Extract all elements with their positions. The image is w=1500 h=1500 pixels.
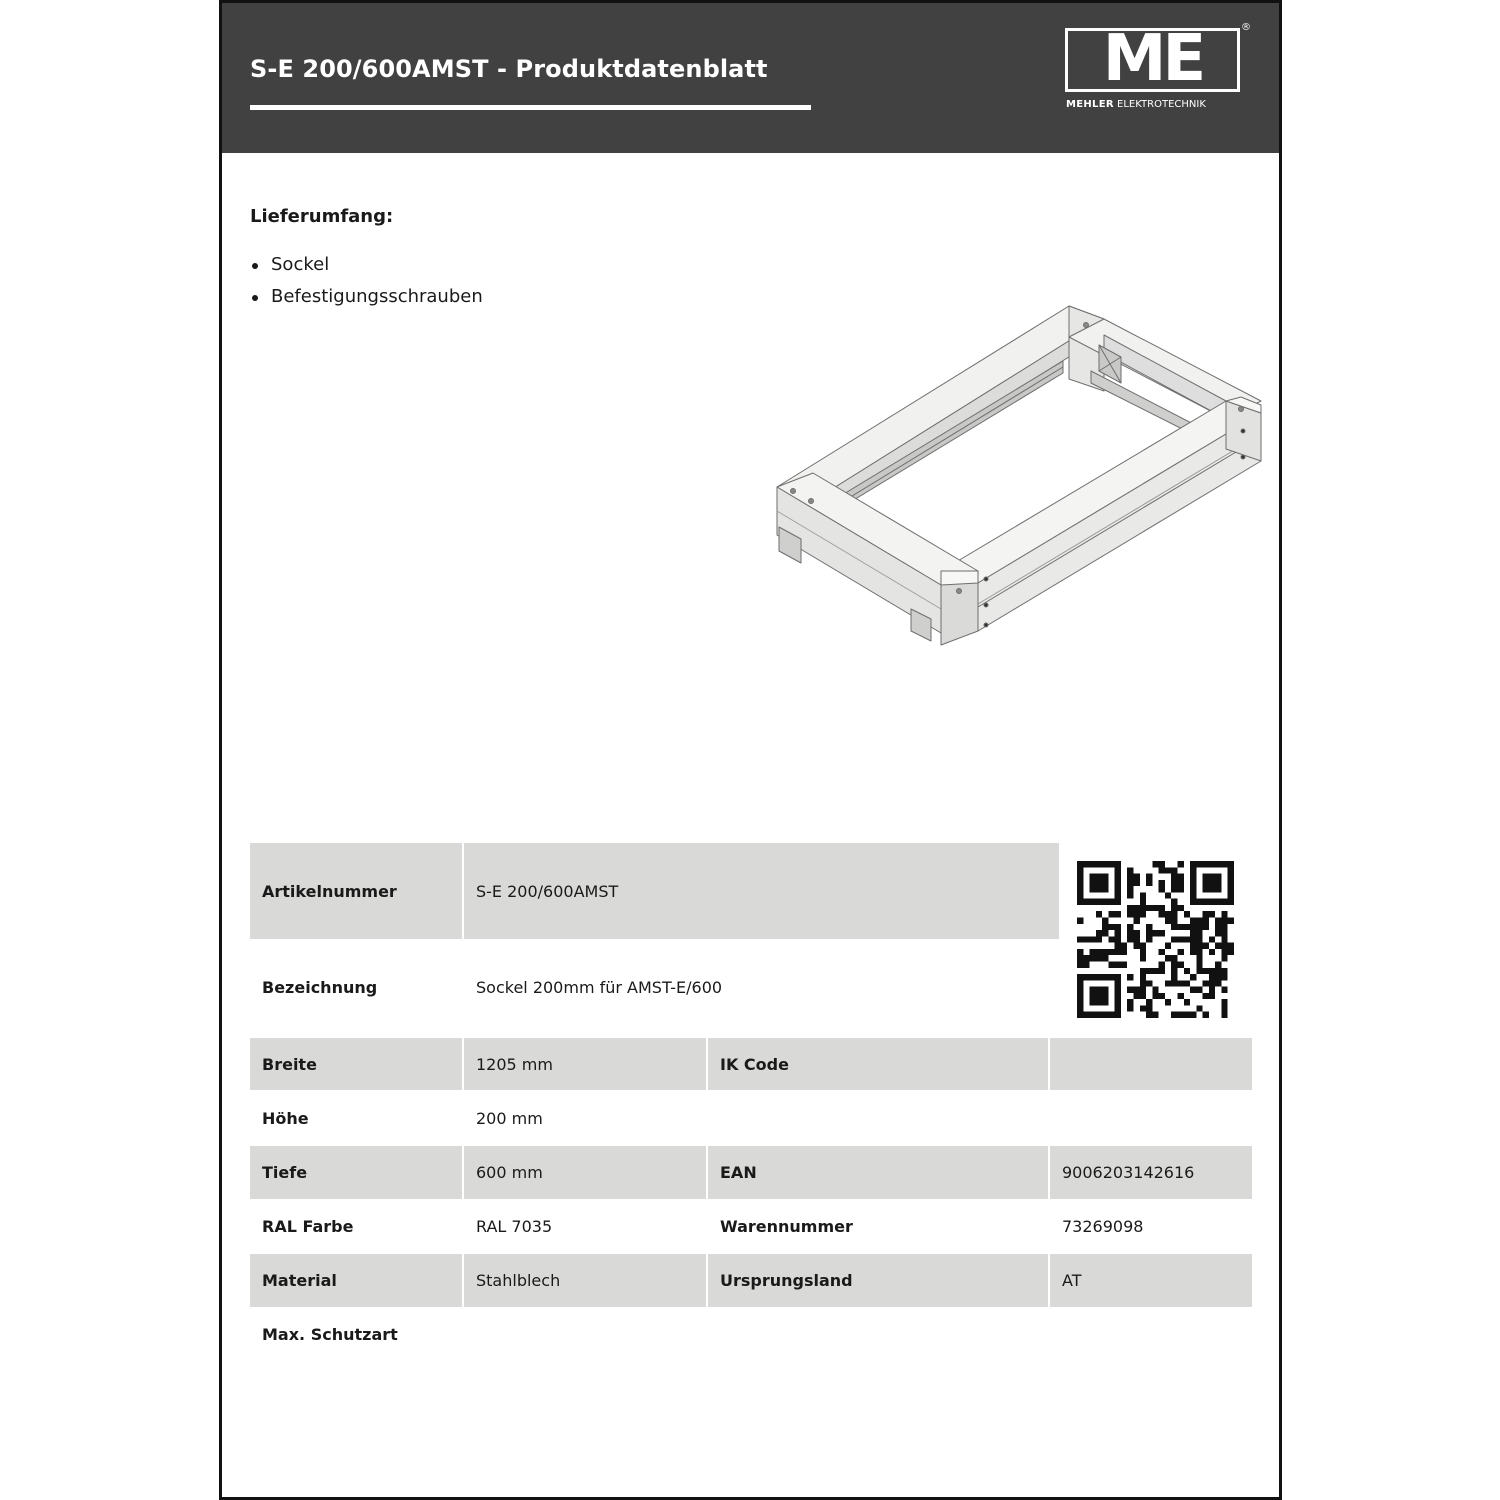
spec-row-bezeichnung — [250, 939, 1059, 1035]
spec-value-material: Stahlblech — [476, 1271, 561, 1290]
spec-label: Max. Schutzart — [262, 1325, 398, 1344]
spec-row-hoehe — [250, 1092, 1252, 1145]
spec-value-ral: RAL 7035 — [476, 1217, 553, 1236]
spec-value-schutzart — [464, 1308, 708, 1361]
scope-list — [250, 249, 483, 313]
spec-label: Breite — [262, 1054, 317, 1074]
spec-value-tiefe: 600 mm — [476, 1163, 543, 1182]
spec-label: Ursprungsland — [720, 1271, 853, 1290]
qr-code — [1077, 861, 1234, 1018]
spec-value-hoehe: 200 mm — [476, 1109, 543, 1128]
spec-label: IK Code — [720, 1054, 789, 1074]
spec-label: Warennummer — [720, 1217, 853, 1236]
spec-label: Artikelnummer — [262, 881, 397, 901]
spec-row-breite — [250, 1038, 1252, 1090]
spec-row-artikelnummer — [250, 843, 1059, 939]
datasheet-page — [219, 0, 1282, 1500]
logo-subtitle — [1066, 99, 1206, 110]
spec-row-material — [250, 1254, 1252, 1307]
logo-division: ELEKTROTECHNIK — [1117, 99, 1206, 110]
page-title: S-E 200/600AMST - Produktdatenblatt — [250, 55, 768, 83]
spec-value-ik-code — [1050, 1038, 1252, 1090]
spec-value-warennummer: 73269098 — [1062, 1217, 1144, 1236]
scope-item: Befestigungsschrauben — [250, 281, 483, 313]
spec-label: Material — [262, 1271, 337, 1290]
page-header — [222, 3, 1279, 153]
spec-label: Höhe — [262, 1109, 309, 1128]
spec-value-bezeichnung: Sockel 200mm für AMST-E/600 — [476, 977, 723, 997]
spec-label: Bezeichnung — [262, 977, 378, 997]
spec-label: RAL Farbe — [262, 1217, 354, 1236]
spec-value-artikelnummer: S-E 200/600AMST — [476, 881, 619, 901]
spec-label: EAN — [720, 1163, 757, 1182]
product-image — [771, 301, 1264, 651]
logo-mark: ME — [1102, 22, 1203, 96]
spec-label: Tiefe — [262, 1163, 308, 1182]
scope-item: Sockel — [250, 249, 483, 281]
mehler-logo — [1065, 22, 1251, 116]
scope-heading: Lieferumfang: — [250, 206, 394, 227]
spec-value-ursprungsland: AT — [1062, 1271, 1082, 1290]
spec-row-ral — [250, 1200, 1252, 1253]
logo-brand: MEHLER — [1066, 99, 1114, 110]
spec-value-ean: 9006203142616 — [1062, 1163, 1195, 1182]
title-underline — [250, 105, 811, 110]
registered-mark: ® — [1241, 22, 1251, 33]
spec-row-schutzart — [250, 1308, 1252, 1361]
spec-value-breite: 1205 mm — [476, 1054, 553, 1074]
spec-row-tiefe — [250, 1146, 1252, 1199]
